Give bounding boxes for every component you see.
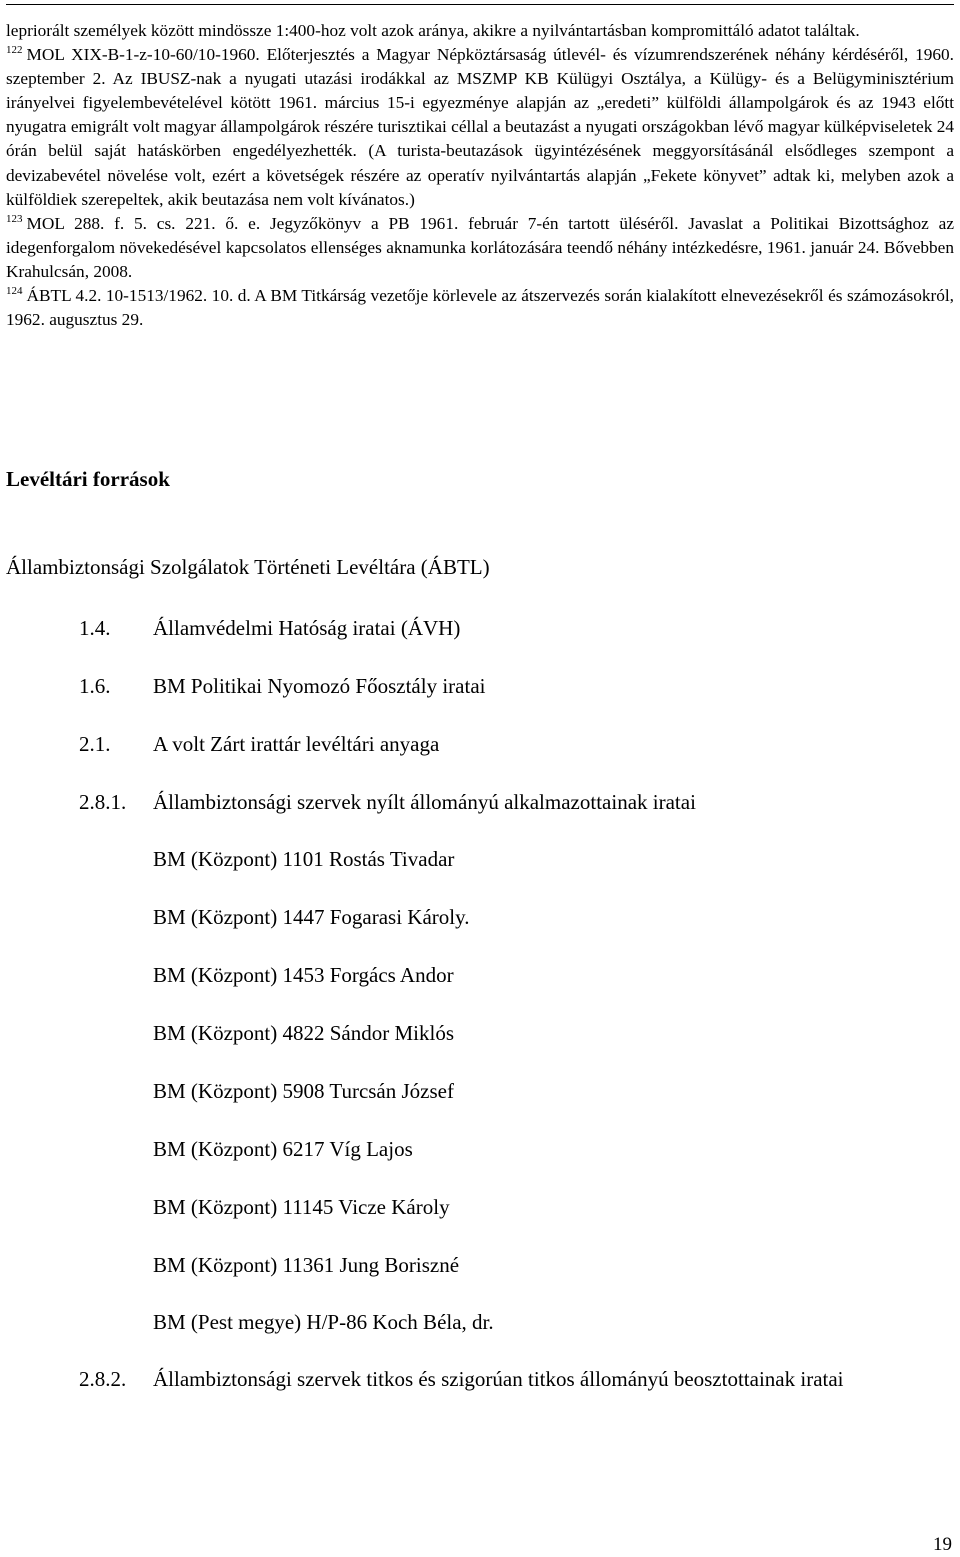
sub-entry: BM (Központ) 5908 Turcsán József xyxy=(153,1079,454,1103)
list-item xyxy=(79,1364,949,1394)
footnote-number: 123 xyxy=(6,212,23,225)
entry-text: Állambiztonsági szervek titkos és szigorúan titkos állományú beosztottainak iratai xyxy=(153,1367,844,1391)
footnote-122 xyxy=(6,43,954,212)
entry-text: Államvédelmi Hatóság iratai (ÁVH) xyxy=(153,616,461,640)
footnote-124 xyxy=(6,284,954,332)
entry-number: 2.8.1. xyxy=(79,790,127,814)
sub-entry: BM (Pest megye) H/P-86 Koch Béla, dr. xyxy=(153,1310,494,1334)
entry-text: A volt Zárt irattár levéltári anyaga xyxy=(153,732,440,756)
entry-text: Állambiztonsági szervek nyílt állományú alkalmazottainak iratai xyxy=(153,790,696,814)
sub-entry: BM (Központ) 11361 Jung Boriszné xyxy=(153,1253,460,1277)
entry-number: 2.1. xyxy=(79,732,111,756)
sub-entry: BM (Központ) 11145 Vicze Károly xyxy=(153,1195,450,1219)
entry-number: 1.6. xyxy=(79,674,111,698)
sub-entry: BM (Központ) 1101 Rostás Tivadar xyxy=(153,847,455,871)
page-number: 19 xyxy=(933,1534,952,1555)
footnote-continuation: lepriorált személyek között mindössze 1:400-hoz volt azok aránya, akikre a nyilvántartásban kompromittáló adatot találtak. xyxy=(6,21,860,40)
archive-name: Állambiztonsági Szolgálatok Történeti Levéltára (ÁBTL) xyxy=(6,555,490,579)
entry-text: BM Politikai Nyomozó Főosztály iratai xyxy=(153,674,486,698)
entry-number: 1.4. xyxy=(79,616,111,640)
footnote-text: ÁBTL 4.2. 10-1513/1962. 10. d. A BM Titkárság vezetője körlevele az átszervezés során kialakított elnevezésekről és számozásokról, 1962. augusztus 29. xyxy=(6,286,954,330)
section-title: Levéltári források xyxy=(6,467,170,491)
footnote-123 xyxy=(6,212,954,284)
sub-entry: BM (Központ) 6217 Víg Lajos xyxy=(153,1137,413,1161)
top-rule xyxy=(6,4,954,5)
sub-entry: BM (Központ) 1447 Fogarasi Károly. xyxy=(153,905,470,929)
footnote-text: MOL 288. f. 5. cs. 221. ő. e. Jegyzőkönyv a PB 1961. február 7-én tartott üléséről. Javaslat a Politikai Bizottsághoz az idegenforgalom növekedésével kapcsolatos ellenséges aknamunka korlátozására teendő néhány intézkedésre, 1961. január 24. Bővebben Krahulcsán, 2008. xyxy=(6,213,954,281)
footnote-text: MOL XIX-B-1-z-10-60/10-1960. Előterjesztés a Magyar Népköztársaság útlevél- és vízumrendszerének néhány kérdéséről, 1960. szeptember 2. Az IBUSZ-nak a nyugati utazási irodákkal az MSZMP KB Külügyi Osztálya, a Külügy- és a Belügyminisztérium irányelvei figyelembevételével kötött 1961. március 15-i egyezménye alapján az „eredeti” külföldi állampolgárok és az 1943 előtt nyugatra emigrált volt magyar állampolgárok részére turisztikai céllal a beutazást a nyugati országokban lévő magyar külképviseletek 24 órán belül saját hatáskörben engedélyezhették. (A turista-beutazások ügyintézésének meggyorsításánál elsődleges szempont a devizabevétel növelése volt, ezért a követségek részére az operatív nyilvántartás alapján „Fekete könyvet” adtak ki, melyben azok a külföldiek szerepeltek, akik beutazása nem volt kívánatos.) xyxy=(6,45,954,209)
footnote-number: 122 xyxy=(6,44,23,57)
footnotes xyxy=(6,19,954,332)
entry-number: 2.8.2. xyxy=(79,1367,127,1391)
sub-entry: BM (Központ) 4822 Sándor Miklós xyxy=(153,1021,454,1045)
sub-entry: BM (Központ) 1453 Forgács Andor xyxy=(153,963,454,987)
footnote-number: 124 xyxy=(6,285,23,298)
